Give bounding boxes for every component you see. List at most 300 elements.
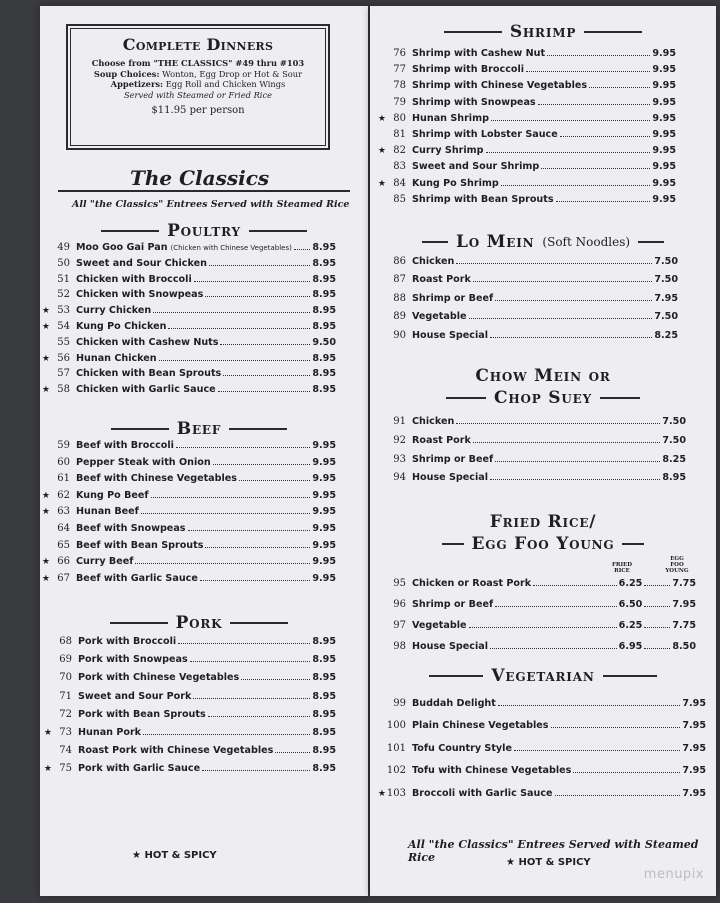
dot-leader [490, 479, 660, 480]
star-icon: ★ [43, 728, 52, 738]
item-name: Beef with Broccoli [76, 440, 174, 451]
menu-item [376, 293, 678, 304]
egg-foo-young-title: Egg Foo Young [471, 534, 615, 554]
item-number: 103 [386, 787, 406, 799]
item-name: Shrimp with Cashew Nut [412, 48, 546, 59]
dot-leader [589, 87, 650, 88]
item-name: Chicken with Cashew Nuts [76, 336, 219, 348]
fried-rice-price: 6.95 [618, 641, 643, 652]
item-price: 7.95 [682, 698, 706, 709]
dot-leader [560, 136, 651, 137]
dot-leader [644, 627, 670, 628]
item-number: 66 [57, 556, 70, 568]
item-number: 99 [393, 698, 406, 709]
item-name: Chicken with Bean Sprouts [76, 368, 222, 380]
item-name: Tofu with Chinese Vegetables [412, 765, 572, 777]
item-name: Shrimp or Beef [412, 599, 494, 610]
chow-mein-heading-2 [370, 388, 716, 408]
item-number: 67 [57, 572, 70, 584]
item-number: 87 [393, 274, 406, 286]
item-number: 74 [59, 745, 72, 757]
chow-mein-heading-1 [370, 366, 716, 386]
soup-choices: Soup Choices: Wonton, Egg Drop or Hot & Sour [93, 68, 303, 79]
menu-item [40, 368, 336, 379]
dot-leader [469, 627, 617, 628]
heading-rule [442, 543, 464, 545]
menu-item [40, 440, 336, 451]
item-name: Beef with Chinese Vegetables [76, 473, 238, 485]
menu-item [40, 274, 336, 285]
item-number: 84 [393, 177, 406, 189]
item-name: Beef with Bean Sprouts [76, 539, 204, 551]
menu-item [376, 765, 706, 776]
right-menu-page [370, 6, 716, 896]
menu-item [376, 80, 676, 91]
heading-rule [110, 622, 168, 624]
item-name: House Special [412, 472, 489, 484]
item-number: 64 [57, 523, 70, 534]
dot-leader [241, 679, 310, 680]
fried-rice-price: 6.25 [618, 578, 643, 589]
pork-title: Pork [175, 613, 223, 633]
item-name: Shrimp with Bean Sprouts [412, 193, 554, 205]
item-price: 9.95 [312, 456, 336, 468]
dot-leader [469, 318, 653, 319]
menu-item [376, 416, 686, 427]
classics-title: The Classics [130, 166, 270, 190]
fried-rice-title: Fried Rice/ [489, 512, 597, 532]
item-name: Kung Po Shrimp [412, 177, 499, 189]
dot-leader [573, 772, 680, 773]
item-price: 8.95 [312, 242, 336, 253]
dot-leader [501, 185, 651, 186]
heading-rule [101, 230, 159, 232]
item-name: Beef with Snowpeas [76, 523, 186, 534]
item-number: 97 [393, 620, 406, 631]
dot-leader [526, 71, 650, 72]
egg-foo-young-price: 7.75 [672, 578, 696, 589]
dot-leader [547, 55, 650, 56]
dot-leader [223, 375, 310, 376]
item-name: Pork with Garlic Sauce [78, 763, 201, 775]
heading-rule [600, 397, 640, 399]
item-number: 60 [57, 456, 70, 468]
item-number: 93 [393, 453, 406, 465]
dot-leader [143, 734, 310, 735]
star-icon: ★ [377, 178, 386, 189]
item-price: 8.95 [312, 654, 336, 666]
fried-rice-price: 6.50 [618, 599, 643, 610]
heading-rule [603, 675, 657, 677]
dot-leader [555, 795, 681, 796]
item-price: 8.95 [312, 384, 336, 396]
dot-leader [486, 152, 651, 153]
heading-rule [422, 241, 448, 243]
star-icon: ★ [377, 788, 386, 799]
menu-item [376, 472, 686, 483]
item-price: 9.95 [312, 539, 336, 551]
menu-item [42, 654, 336, 665]
item-name: Tofu Country Style [412, 742, 512, 754]
menu-item [40, 353, 336, 364]
dot-leader [498, 705, 680, 706]
menu-item [376, 129, 676, 140]
dot-leader [213, 464, 311, 465]
dot-leader [490, 337, 652, 338]
item-number: 54 [57, 321, 70, 332]
item-name: Beef with Garlic Sauce [76, 572, 198, 584]
shrimp-title: Shrimp [509, 22, 577, 42]
menu-item [376, 743, 706, 754]
item-name: Sweet and Sour Shrimp [412, 161, 540, 173]
item-price: 8.25 [654, 329, 678, 341]
star-icon: ★ [41, 490, 50, 501]
item-number: 61 [57, 473, 70, 485]
menu-item [376, 599, 696, 610]
item-price: 9.95 [652, 129, 676, 140]
star-icon: ★ [41, 507, 50, 518]
item-price: 9.95 [312, 506, 336, 518]
item-price: 8.95 [312, 352, 336, 364]
served-with-note: Served with Steamed or Fried Rice [123, 89, 273, 100]
item-price: 9.95 [652, 193, 676, 205]
heading-rule [111, 428, 169, 430]
menu-item [40, 540, 336, 551]
dot-leader [514, 750, 680, 751]
item-number: 71 [59, 690, 72, 702]
menu-item [376, 194, 676, 205]
menu-item [376, 578, 696, 589]
item-name: Hunan Shrimp [412, 112, 489, 124]
item-number: 79 [393, 96, 406, 108]
dot-leader [644, 606, 670, 607]
item-name: Shrimp with Snowpeas [412, 96, 536, 108]
item-name: Chicken [412, 416, 455, 427]
beef-title: Beef [176, 419, 222, 439]
item-name: Chicken with Snowpeas [76, 289, 204, 301]
item-number: 101 [386, 742, 406, 754]
lo-mein-heading [370, 232, 716, 252]
item-name: Hunan Beef [76, 506, 139, 518]
chow-mein-title: Chow Mein or [475, 366, 611, 386]
item-name: Hunan Chicken [76, 352, 157, 364]
item-price: 9.95 [312, 440, 336, 451]
item-number: 62 [57, 489, 70, 501]
dot-leader [473, 442, 661, 443]
item-number: 86 [393, 256, 406, 267]
dot-leader [495, 300, 652, 301]
hot-spicy-legend: ★ HOT & SPICY [506, 857, 591, 868]
appetizers: Appetizers: Egg Roll and Chicken Wings [110, 79, 286, 89]
dot-leader [490, 648, 617, 649]
menu-item [40, 573, 336, 584]
item-name: Chicken with Garlic Sauce [76, 384, 216, 396]
lo-mein-subtitle: (Soft Noodles) [542, 235, 631, 249]
menu-item [42, 691, 336, 702]
item-number: 58 [57, 384, 70, 396]
item-number: 96 [393, 599, 406, 610]
item-price: 7.50 [654, 274, 678, 286]
item-number: 100 [386, 720, 406, 732]
menu-item [40, 523, 336, 534]
dot-leader [205, 296, 310, 297]
item-name: Pork with Snowpeas [78, 654, 188, 666]
dot-leader [188, 530, 311, 531]
dot-leader [200, 580, 310, 581]
dot-leader [556, 201, 651, 202]
item-price: 8.25 [662, 453, 686, 465]
complete-dinners-title: Complete Dinners [122, 35, 274, 54]
left-menu-page [40, 6, 368, 896]
dot-leader [218, 391, 311, 392]
menu-item [40, 473, 336, 484]
item-number: 85 [393, 193, 406, 205]
item-price: 8.95 [312, 636, 336, 647]
dot-leader [205, 547, 310, 548]
item-name: Sweet and Sour Pork [78, 690, 192, 702]
item-name: Shrimp or Beef [412, 453, 494, 465]
menu-item [376, 698, 706, 709]
dot-leader [541, 168, 650, 169]
item-number: 65 [57, 539, 70, 551]
menu-item [376, 454, 686, 465]
menu-item [376, 113, 676, 124]
dot-leader [294, 249, 311, 250]
shrimp-heading [370, 22, 716, 42]
hot-spicy-legend: ★ HOT & SPICY [132, 850, 217, 861]
heading-rule [429, 675, 483, 677]
dot-leader [644, 585, 670, 586]
menu-item [40, 258, 336, 269]
fried-rice-heading-1 [370, 512, 716, 532]
item-price: 9.95 [652, 96, 676, 108]
pork-heading [40, 613, 358, 633]
item-number: 59 [57, 440, 70, 451]
star-icon: ★ [41, 306, 50, 317]
dot-leader [159, 360, 311, 361]
heading-rule [444, 31, 502, 33]
menu-item [40, 384, 336, 395]
item-price: 7.50 [654, 311, 678, 323]
item-number: 50 [57, 257, 70, 269]
star-icon: ★ [377, 113, 386, 124]
item-number: 56 [57, 352, 70, 364]
star-icon: ★ [41, 322, 50, 332]
item-price: 8.95 [312, 745, 336, 757]
item-name: Shrimp with Broccoli [412, 64, 525, 76]
item-name: Chicken with Broccoli [76, 273, 192, 285]
poultry-title: Poultry [167, 221, 241, 241]
item-price: 7.95 [682, 742, 706, 754]
item-number: 69 [59, 654, 72, 666]
star-icon: ★ [43, 764, 52, 775]
dot-leader [153, 312, 310, 313]
item-price: 7.95 [654, 292, 678, 304]
menu-item [40, 556, 336, 567]
menu-item [42, 636, 336, 647]
item-name: Plain Chinese Vegetables [412, 720, 549, 732]
star-icon: ★ [41, 573, 50, 584]
dot-leader [456, 263, 652, 264]
egg-foo-young-price: 7.75 [672, 620, 696, 631]
complete-dinner-price: $11.95 per person [151, 105, 245, 116]
item-price: 9.95 [652, 145, 676, 157]
item-price: 8.95 [312, 305, 336, 317]
item-number: 49 [57, 242, 70, 253]
item-price: 9.95 [652, 112, 676, 124]
item-name: Roast Pork [412, 434, 471, 446]
item-price: 9.95 [652, 64, 676, 76]
menu-item [40, 321, 336, 332]
menu-item [376, 178, 676, 189]
dot-leader [135, 563, 310, 564]
dot-leader [275, 752, 310, 753]
item-number: 55 [57, 336, 70, 348]
dot-leader [141, 513, 310, 514]
poultry-heading [40, 221, 368, 241]
item-number: 52 [57, 289, 70, 301]
item-name: Curry Shrimp [412, 145, 484, 157]
dot-leader [208, 716, 311, 717]
item-number: 51 [57, 273, 70, 285]
heading-rule [638, 241, 664, 243]
item-number: 70 [59, 672, 72, 684]
menu-item [42, 727, 336, 738]
heading-rule [622, 543, 644, 545]
complete-dinners-choose: Choose from "THE CLASSICS" #49 thru #103 [91, 58, 305, 68]
dot-leader [495, 606, 617, 607]
dot-leader [194, 281, 311, 282]
watermark-logo: menupix [643, 867, 704, 882]
item-number: 68 [59, 636, 72, 647]
item-price: 7.50 [662, 416, 686, 427]
menu-item [40, 457, 336, 468]
item-price: 9.50 [312, 336, 336, 348]
item-number: 72 [59, 708, 72, 720]
menu-item [42, 672, 336, 683]
item-name: Vegetable [412, 311, 467, 323]
egg-foo-young-column-header: EGG FOO YOUNG [665, 556, 689, 574]
item-price: 9.95 [652, 161, 676, 173]
item-price: 9.95 [312, 572, 336, 584]
menu-item [376, 274, 678, 285]
item-number: 90 [393, 329, 406, 341]
chop-suey-title: Chop Suey [494, 388, 592, 408]
item-detail: (Chicken with Chinese Vegetables) [170, 244, 292, 252]
item-price: 9.95 [312, 473, 336, 485]
item-name: Moo Goo Gai Pan [76, 242, 168, 253]
fried-rice-heading-2 [370, 534, 716, 554]
item-number: 89 [393, 311, 406, 323]
menu-item [376, 620, 696, 631]
dot-leader [551, 727, 681, 728]
dot-leader [190, 661, 311, 662]
item-number: 63 [57, 506, 70, 518]
dot-leader [491, 120, 650, 121]
item-price: 9.95 [652, 48, 676, 59]
menu-item [376, 145, 676, 156]
menu-item [40, 490, 336, 501]
dot-leader [644, 648, 670, 649]
item-name: Curry Beef [76, 556, 134, 568]
menu-item [42, 745, 336, 756]
item-price: 7.50 [662, 434, 686, 446]
item-name: Vegetable [412, 620, 467, 631]
item-name: Curry Chicken [76, 305, 152, 317]
heading-rule [230, 622, 288, 624]
menu-item [376, 788, 706, 799]
item-price: 8.95 [312, 368, 336, 380]
dot-leader [495, 461, 660, 462]
menu-item [376, 720, 706, 731]
item-name: Kung Po Beef [76, 489, 149, 501]
item-price: 7.50 [654, 256, 678, 267]
item-number: 78 [393, 80, 406, 92]
menu-item [376, 435, 686, 446]
classics-note: All "the Classics" Entrees Served with Steamed Rice [72, 199, 350, 210]
egg-foo-young-price: 8.50 [672, 641, 696, 652]
item-number: 95 [393, 578, 406, 589]
menu-item [376, 48, 676, 59]
item-number: 91 [393, 416, 406, 427]
item-name: Broccoli with Garlic Sauce [412, 787, 553, 799]
dot-leader [239, 480, 310, 481]
lo-mein-title: Lo Mein [455, 232, 535, 252]
star-icon: ★ [41, 385, 50, 396]
item-number: 57 [57, 368, 70, 380]
item-price: 7.95 [682, 720, 706, 732]
dot-leader [538, 104, 651, 105]
item-price: 9.95 [312, 556, 336, 568]
item-price: 8.95 [312, 273, 336, 285]
menu-item [42, 763, 336, 774]
dot-leader [151, 497, 311, 498]
item-name: Shrimp or Beef [412, 292, 494, 304]
item-name: Chicken or Roast Pork [412, 578, 532, 589]
menu-item [42, 709, 336, 720]
item-price: 8.95 [312, 672, 336, 684]
item-number: 75 [59, 763, 72, 775]
item-price: 8.95 [312, 289, 336, 301]
vegetarian-heading [370, 666, 716, 686]
menu-item [376, 256, 678, 267]
item-number: 83 [393, 161, 406, 173]
item-number: 82 [393, 145, 406, 157]
dot-leader [178, 643, 310, 644]
fried-rice-column-header: FRIED RICE [611, 562, 632, 574]
dot-leader [202, 770, 310, 771]
item-number: 76 [393, 48, 406, 59]
item-name: Hunan Pork [78, 727, 142, 738]
heading-rule [446, 397, 486, 399]
star-icon: ★ [41, 353, 50, 364]
beef-heading [40, 419, 358, 439]
item-number: 80 [393, 112, 406, 124]
heading-rule [584, 31, 642, 33]
heading-rule [229, 428, 287, 430]
item-number: 53 [57, 305, 70, 317]
item-price: 7.95 [682, 787, 706, 799]
item-price: 8.95 [312, 708, 336, 720]
item-name: House Special [412, 329, 489, 341]
item-price: 9.95 [312, 523, 336, 534]
item-name: Roast Pork [412, 274, 471, 286]
heading-rule [249, 230, 307, 232]
menu-item [40, 242, 336, 253]
item-price: 8.95 [312, 321, 336, 332]
item-number: 77 [393, 64, 406, 76]
item-name: House Special [412, 641, 489, 652]
